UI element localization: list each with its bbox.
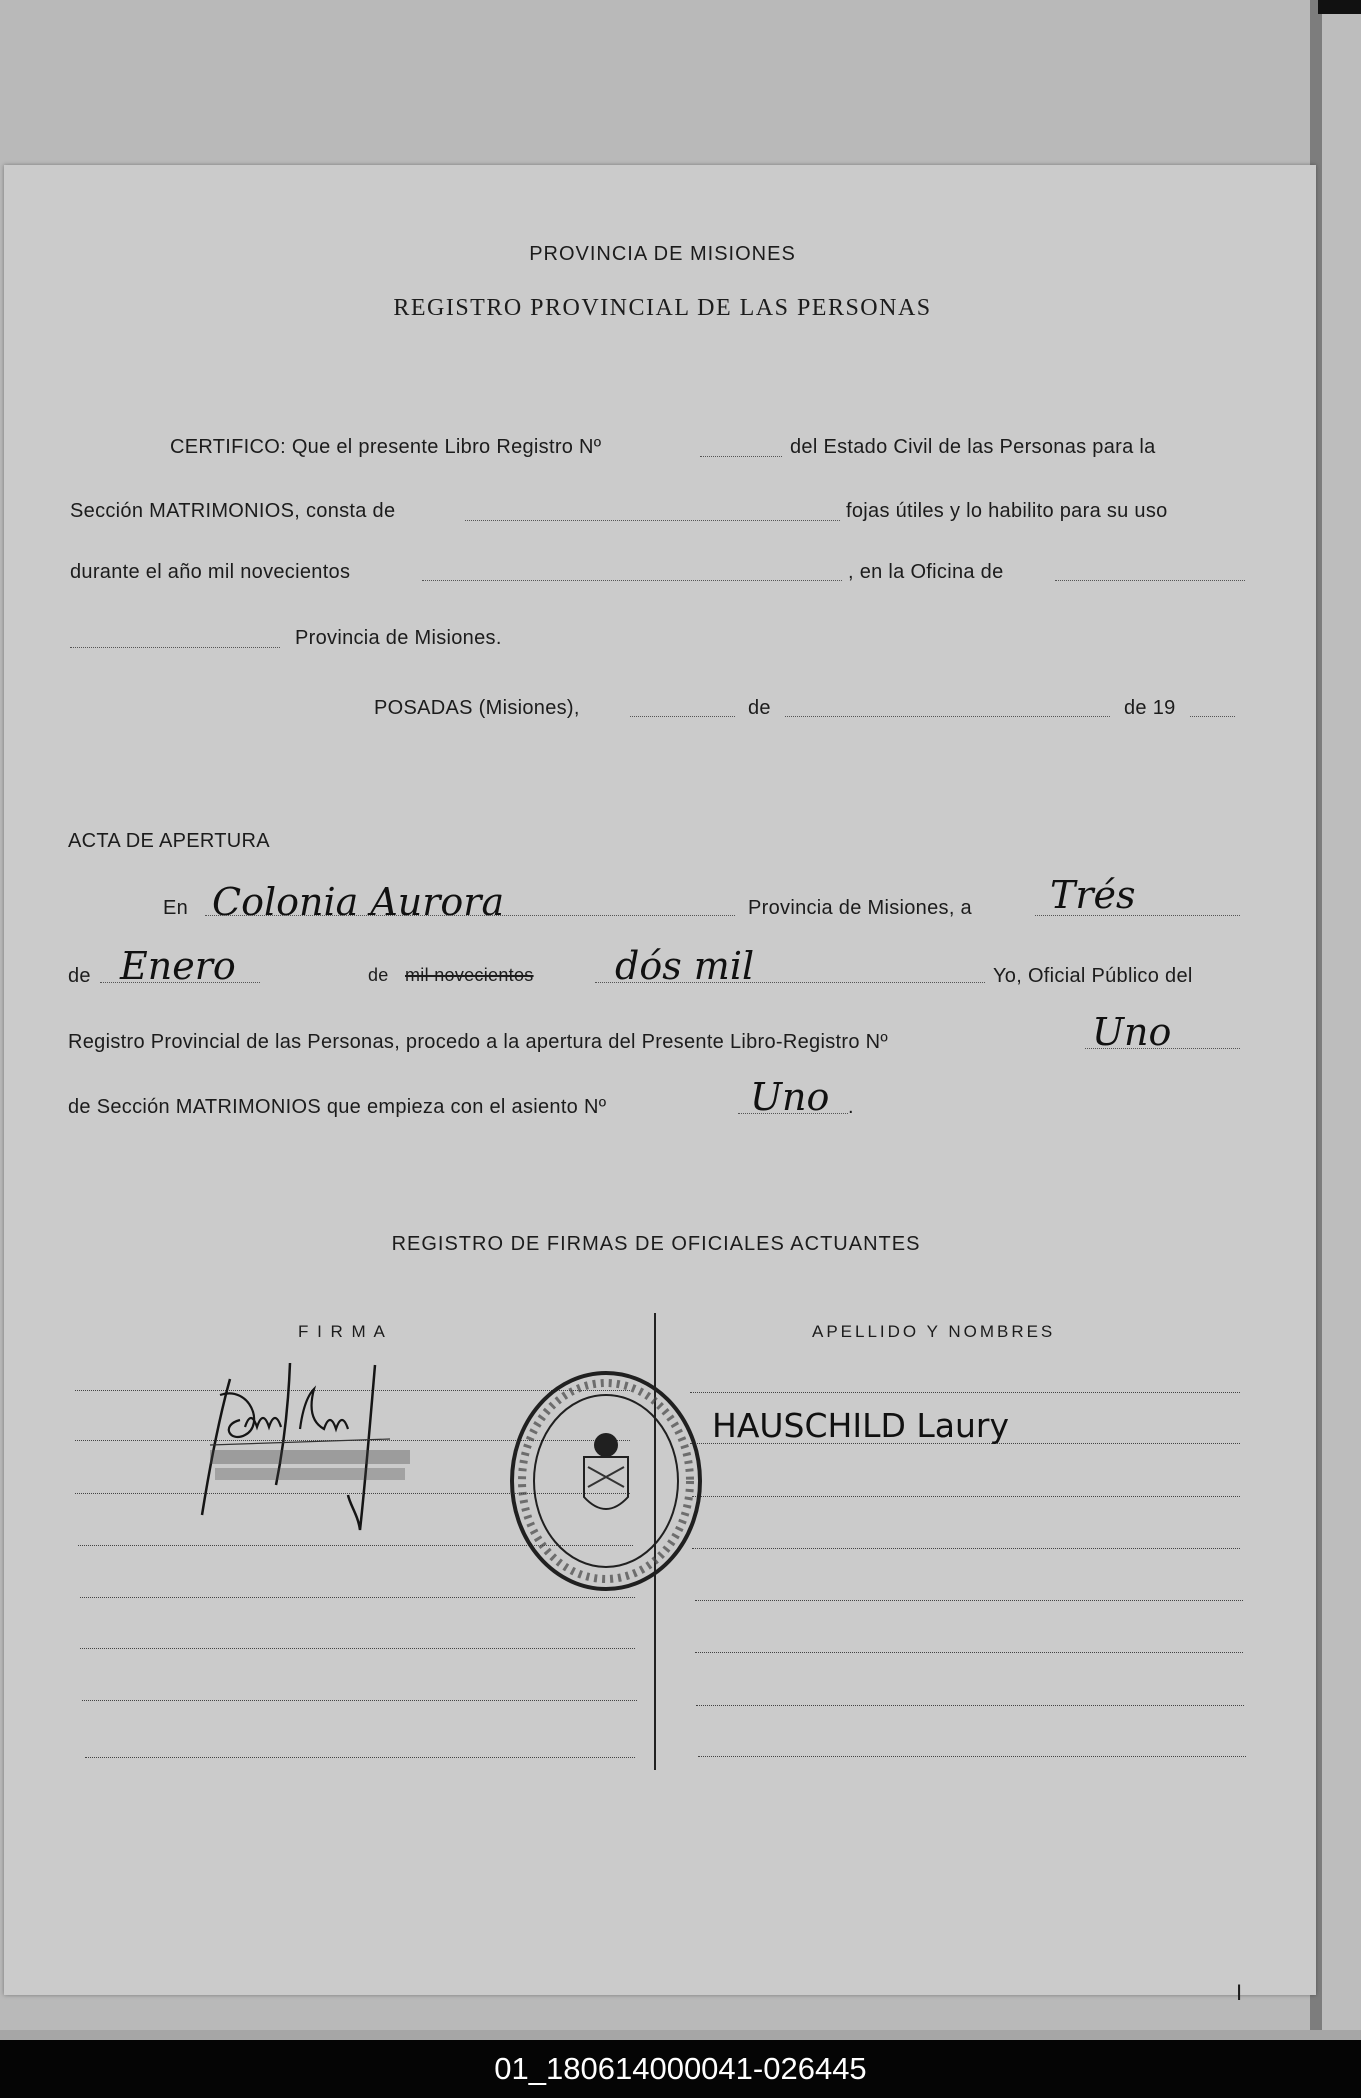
acta-en: En [163, 897, 189, 919]
acta-line4: de Sección MATRIMONIOS que empieza con el asiento Nº [68, 1096, 607, 1118]
scan-id: 01_180614000041-026445 [494, 2051, 867, 2086]
acta-yo: Yo, Oficial Público del [993, 965, 1193, 987]
cert-line2-a: Sección MATRIMONIOS, consta de [70, 500, 396, 522]
handwritten-place: Colonia Aurora [212, 880, 505, 924]
cert-line4: Provincia de Misiones. [295, 627, 502, 649]
acta-prov: Provincia de Misiones, a [748, 897, 972, 919]
line-year [595, 982, 985, 983]
cert-line1-a: CERTIFICO: Que el presente Libro Registro Nº [170, 436, 602, 458]
blank-pages [465, 520, 840, 521]
blank-office-cont [70, 647, 280, 648]
date-place: POSADAS (Misiones), [374, 697, 580, 719]
blank-date-month [785, 716, 1110, 717]
line-month [100, 982, 260, 983]
acta-title: ACTA DE APERTURA [68, 830, 270, 852]
date-de: de [748, 697, 771, 719]
official-signature [190, 1355, 470, 1535]
registry-heading: REGISTRO PROVINCIAL DE LAS PERSONAS [393, 295, 932, 321]
signatures-title: REGISTRO DE FIRMAS DE OFICIALES ACTUANTES [391, 1233, 921, 1255]
names-line [692, 1496, 1240, 1497]
handwritten-year: dós mil [615, 944, 755, 988]
handwritten-book-no: Uno [1092, 1010, 1172, 1054]
handwritten-day: Trés [1050, 873, 1136, 917]
names-line [692, 1548, 1240, 1549]
firma-line [85, 1757, 635, 1758]
firma-line [80, 1648, 635, 1649]
cert-line3-b: , en la Oficina de [848, 561, 1004, 583]
handwritten-month: Enero [120, 944, 236, 988]
struck-text: mil novecientos [405, 965, 534, 985]
column-names: APELLIDO Y NOMBRES [812, 1322, 1056, 1341]
date-year-prefix: de 19 [1124, 697, 1176, 719]
firma-line [80, 1597, 635, 1598]
scan-id-bar [0, 2040, 1361, 2098]
cert-line2-b: fojas útiles y lo habilito para su uso [846, 500, 1168, 522]
names-line [695, 1600, 1243, 1601]
blank-date-year [1190, 716, 1235, 717]
scan-corner [1318, 0, 1361, 14]
cert-line1-b: del Estado Civil de las Personas para la [790, 436, 1156, 458]
binding-edge-outer [1322, 0, 1361, 2030]
firma-line [82, 1700, 637, 1701]
line-book-no [1085, 1048, 1240, 1049]
acta-period: . [848, 1096, 854, 1118]
acta-line3: Registro Provincial de las Personas, procedo a la apertura del Presente Libro-Registro Nº [68, 1031, 888, 1053]
province-heading: PROVINCIA DE MISIONES [529, 243, 796, 265]
blank-book-no [700, 456, 782, 457]
column-firma: F I R M A [298, 1322, 387, 1341]
cert-line3-a: durante el año mil novecientos [70, 561, 351, 583]
line-entry-no [738, 1113, 848, 1114]
names-line [696, 1705, 1244, 1706]
blank-year [422, 580, 842, 581]
blank-date-day [630, 716, 735, 717]
official-seal [506, 1367, 706, 1595]
acta-de1: de [68, 965, 91, 987]
line-day [1035, 915, 1240, 916]
page-marker: I [1236, 1980, 1243, 2005]
acta-de2: de [368, 965, 389, 985]
official-name: HAUSCHILD Laury [712, 1406, 1009, 1445]
handwritten-entry-no: Uno [750, 1075, 830, 1119]
line-place [205, 915, 735, 916]
names-line [695, 1652, 1243, 1653]
blank-office [1055, 580, 1245, 581]
names-line [698, 1756, 1246, 1757]
names-line [690, 1392, 1240, 1393]
